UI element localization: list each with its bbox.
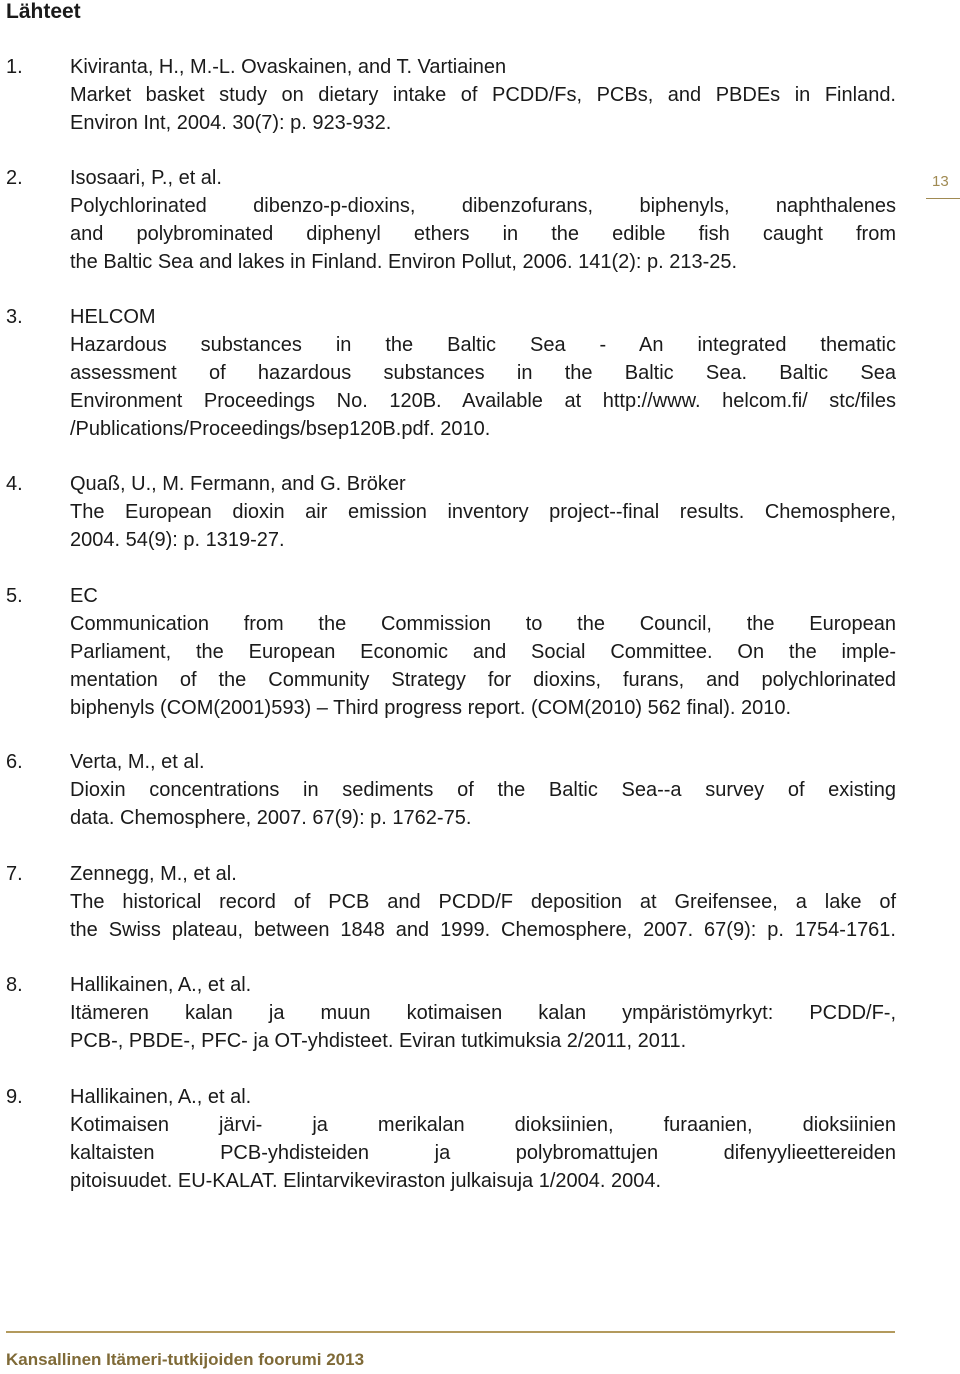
footer-rule <box>6 1331 895 1333</box>
reference-text <box>70 303 896 443</box>
reference-authors: EC <box>70 585 98 607</box>
reference-number: 7. <box>6 863 23 885</box>
reference-authors: Isosaari, P., et al. <box>70 167 222 189</box>
reference-line: Hazardous substances in the Baltic Sea - An integrated thematic <box>70 334 896 356</box>
reference-line: Communication from the Commission to the Council, the European <box>70 613 896 635</box>
reference-line: Market basket study on dietary intake of PCDD/Fs, PCBs, and PBDEs in Finland. <box>70 84 896 106</box>
reference-line: 2004. 54(9): p. 1319-27. <box>70 529 285 551</box>
reference-number: 8. <box>6 974 23 996</box>
reference-line: kaltaisten PCB-yhdisteiden ja polybromattujen difenyylieettereiden <box>70 1142 896 1164</box>
reference-text <box>70 53 896 137</box>
reference-text <box>70 470 896 554</box>
reference-line: the Baltic Sea and lakes in Finland. Environ Pollut, 2006. 141(2): p. 213-25. <box>70 251 738 273</box>
reference-text <box>70 1083 896 1195</box>
reference-line: data. Chemosphere, 2007. 67(9): p. 1762-75. <box>70 807 472 829</box>
reference-number: 9. <box>6 1086 23 1108</box>
reference-line: Environment Proceedings No. 120B. Available at http://www. helcom.fi/ stc/files <box>70 390 896 412</box>
reference-text <box>70 748 896 832</box>
reference-number: 5. <box>6 585 23 607</box>
reference-text <box>70 860 896 944</box>
reference-line: biphenyls (COM(2001)593) – Third progress report. (COM(2010) 562 final). 2010. <box>70 697 792 719</box>
reference-number: 6. <box>6 751 23 773</box>
reference-line: /Publications/Proceedings/bsep120B.pdf. 2010. <box>70 418 491 440</box>
reference-line: and polybrominated diphenyl ethers in the edible fish caught from <box>70 223 896 245</box>
reference-authors: Hallikainen, A., et al. <box>70 974 252 996</box>
reference-line: The European dioxin air emission inventory project--final results. Chemosphere, <box>70 501 896 523</box>
reference-authors: Hallikainen, A., et al. <box>70 1086 252 1108</box>
reference-line: mentation of the Community Strategy for dioxins, furans, and polychlorinated <box>70 669 896 691</box>
reference-line: Polychlorinated dibenzo-p-dioxins, dibenzofurans, biphenyls, naphthalenes <box>70 195 896 217</box>
reference-text <box>70 971 896 1055</box>
reference-line: Environ Int, 2004. 30(7): p. 923-932. <box>70 112 392 134</box>
reference-authors: Kiviranta, H., M.-L. Ovaskainen, and T. Vartiainen <box>70 56 507 78</box>
reference-line: assessment of hazardous substances in the Baltic Sea. Baltic Sea <box>70 362 896 384</box>
page-title: Lähteet <box>6 0 81 23</box>
reference-line: Itämeren kalan ja muun kotimaisen kalan ympäristömyrkyt: PCDD/F-, <box>70 1002 896 1024</box>
reference-number: 3. <box>6 306 23 328</box>
reference-line: Dioxin concentrations in sediments of the Baltic Sea--a survey of existing <box>70 779 896 801</box>
reference-line: The historical record of PCB and PCDD/F deposition at Greifensee, a lake of <box>70 891 896 913</box>
reference-authors: HELCOM <box>70 306 156 328</box>
reference-text <box>70 164 896 276</box>
reference-line: Kotimaisen järvi- ja merikalan dioksiinien, furaanien, dioksiinien <box>70 1114 896 1136</box>
reference-authors: Verta, M., et al. <box>70 751 205 773</box>
reference-authors: Zennegg, M., et al. <box>70 863 237 885</box>
reference-authors: Quaß, U., M. Fermann, and G. Bröker <box>70 473 406 495</box>
reference-line: the Swiss plateau, between 1848 and 1999. Chemosphere, 2007. 67(9): p. 1754-1761. <box>70 919 896 941</box>
page-number: 13 <box>932 173 949 190</box>
page-number-rule <box>926 198 960 199</box>
footer-text: Kansallinen Itämeri-tutkijoiden foorumi 2013 <box>6 1350 365 1369</box>
reference-line: pitoisuudet. EU-KALAT. Elintarvikeviraston julkaisuja 1/2004. 2004. <box>70 1170 662 1192</box>
reference-text <box>70 582 896 722</box>
reference-number: 1. <box>6 56 23 78</box>
reference-number: 4. <box>6 473 23 495</box>
reference-line: PCB-, PBDE-, PFC- ja OT-yhdisteet. Eviran tutkimuksia 2/2011, 2011. <box>70 1030 687 1052</box>
reference-line: Parliament, the European Economic and Social Committee. On the imple- <box>70 641 896 663</box>
reference-number: 2. <box>6 167 23 189</box>
